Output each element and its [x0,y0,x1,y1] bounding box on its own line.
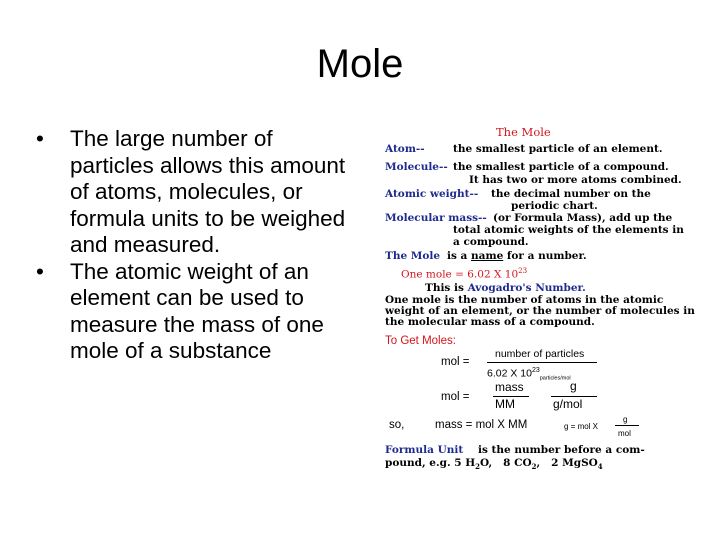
one-mole-equation: One mole = 6.02 X $10^{23}$ [401,267,528,281]
bullet-list [30,126,360,365]
mole-reference-panel [383,124,695,484]
molecular-mass-definition: (or Formula Mass), add up the [493,212,673,224]
atomic-weight-term: Atomic weight-- [385,188,479,200]
formula-unit-examples: pound, e.g. 5 $H_2O$, 8 $CO_2$, 2 MgSO$_4$ [385,457,603,472]
mol-label-2: mol = [441,391,470,403]
formula-unit-definition: is the number before a com- [478,444,645,456]
fraction-2-numerator: mass [495,380,524,394]
fraction-1-denominator: 6.02 X $10^{23}_{particles/mol}$ [487,367,571,382]
panel-heading: The Mole [496,125,551,139]
molecule-definition: the smallest particle of a compound. [453,161,669,173]
avogadro-line: This is Avogadro's Number. [425,282,586,294]
mol-label-1: mol = [441,356,470,368]
molecular-mass-term: Molecular mass-- [385,212,487,224]
so-label: so, [389,419,405,431]
one-mole-text-3: the molecular mass of a compound. [385,316,595,328]
atom-definition: the smallest particle of an element. [453,143,663,155]
one-mole-text-1: One mole is the number of atoms in the atomic [385,294,664,306]
bullet-item: • The atomic weight of an element can be used to measure the mass of one mole of a substance [36,258,324,363]
bullet-dot: • [36,258,44,284]
to-get-moles-heading: To Get Moles: [385,335,456,347]
the-mole-term: The Mole [385,250,441,262]
atom-term: Atom-- [385,143,425,155]
fraction-3-numerator: g [570,379,577,393]
the-mole-definition: is a name for a number. [447,250,587,262]
molecular-mass-definition-3: a compound. [453,236,529,248]
fraction-1-bar [487,362,597,363]
formula-unit-term: Formula Unit [385,444,464,456]
molecular-mass-definition-2: total atomic weights of the elements in [453,224,684,236]
bullet-dot: • [36,126,44,151]
fraction-4-bar [615,425,639,426]
atomic-weight-definition-2: periodic chart. [511,200,598,212]
bullet-item: • The large number of particles allows this amount of atoms, molecules, or formula units to be weighed and measured. [36,126,346,257]
atomic-weight-definition: the decimal number on the [491,188,651,200]
page-title: Mole [316,42,404,86]
fraction-4-numerator: g [623,415,628,424]
molecule-term: Molecule-- [385,161,448,173]
fraction-4-denominator: mol [618,429,631,438]
mass-equation: mass = mol X MM [435,419,528,431]
one-mole-text-2: weight of an element, or the number of molecules in [385,305,695,317]
fraction-1-numerator: number of particles [495,348,585,360]
g-equation: g = mol X [564,422,599,431]
molecule-definition-2: It has two or more atoms combined. [469,174,682,186]
fraction-2-denominator: MM [495,397,515,411]
fraction-3-denominator: g/mol [553,397,583,411]
